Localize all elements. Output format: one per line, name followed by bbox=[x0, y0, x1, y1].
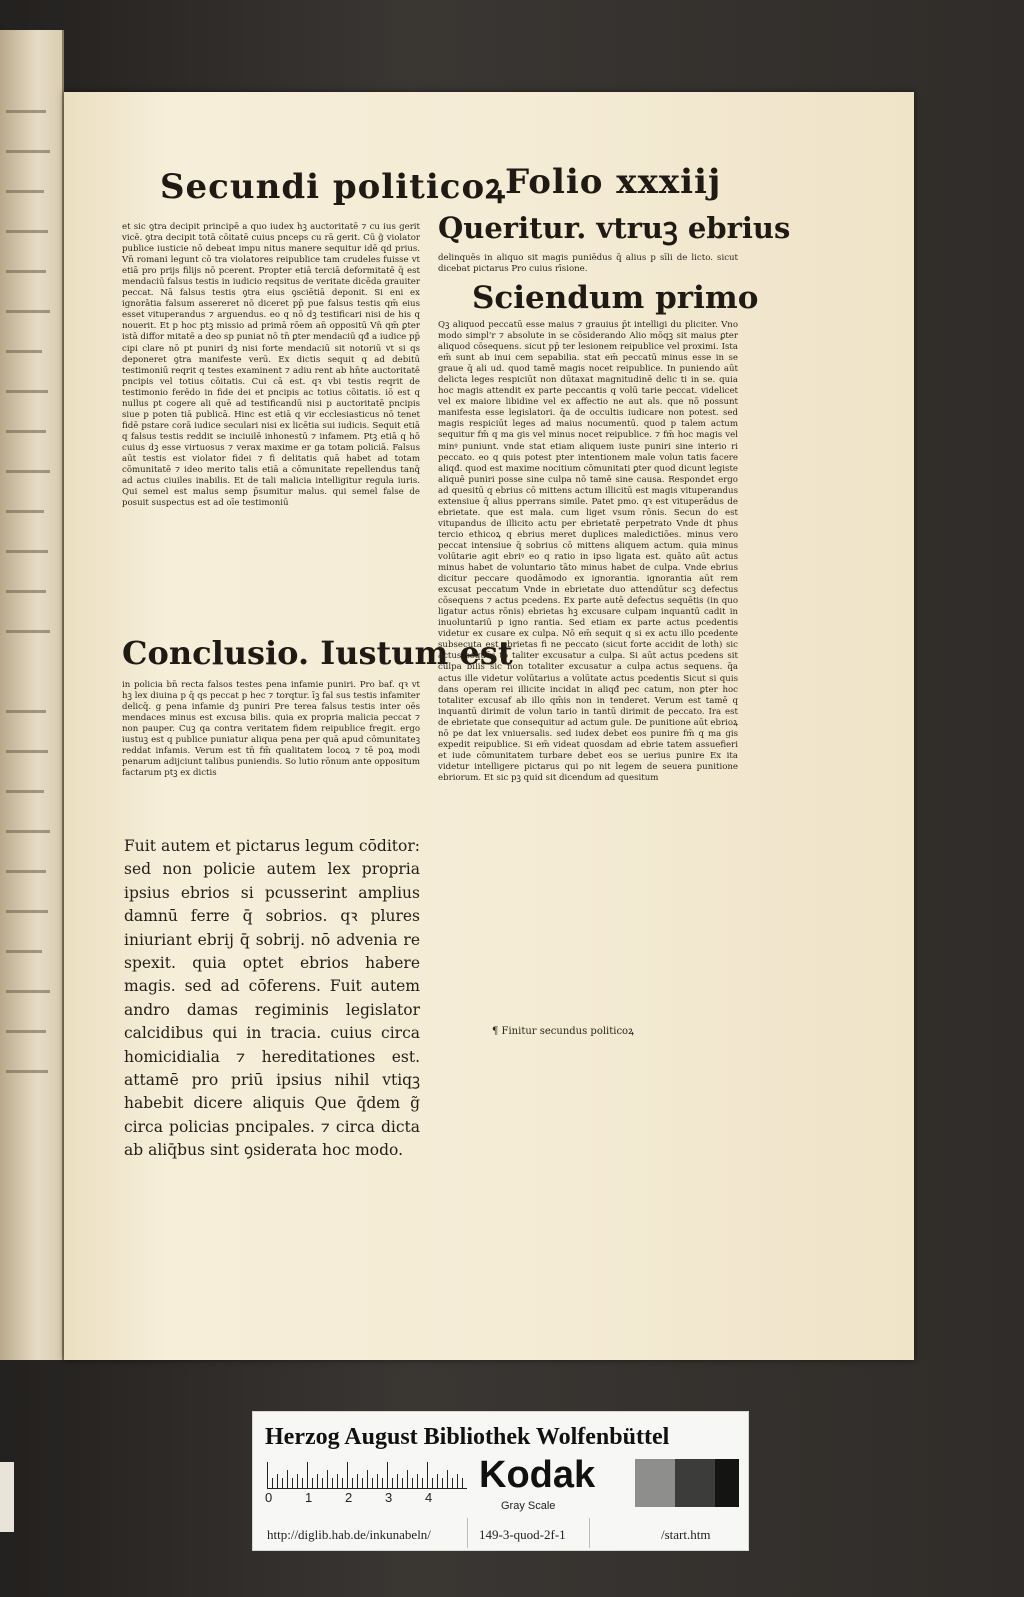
shelfmark: 149-3-quod-2f-1 bbox=[479, 1527, 566, 1542]
source-url: http://diglib.hab.de/inkunabeln/ bbox=[267, 1527, 431, 1542]
divider bbox=[467, 1518, 468, 1548]
sciendum-heading: Sciendum primo bbox=[472, 280, 759, 316]
colophon: ¶ Finitur secundus politicoꝝ bbox=[492, 1026, 634, 1037]
start-path: /start.htm bbox=[661, 1527, 711, 1542]
ruler-number: 1 bbox=[305, 1490, 313, 1505]
running-head-left: Secundi politicoꝝ bbox=[160, 167, 506, 207]
left-paragraph-3: Fuit autem et pictarus legum cōditor: sed non policie autem lex propria ipsius ebrios si pcusserint amplius damnū ferre q̄ sobrios. qꝛ plures iniuriant ebrij q̄ sobrij. nō advenia re spexit. quia optet ebrios habere magis. sed ad cōferens. Fuit autem andro damas regiminis legislator calcidibus qui in tracia. cuius circa homicidialia ⁊ hereditationes est. attamē pro priū ipsius nihil vtiqꝫ habebit dicere aliquis Que q̄dem g̃ circa policias pncipales. ⁊ circa dicta ab aliq̄bus sint ꝯsiderata hoc modo. bbox=[124, 837, 420, 1160]
ruler-number: 3 bbox=[385, 1490, 393, 1505]
queritur-heading: Queritur. vtruꝫ ebrius bbox=[438, 211, 791, 245]
ruler-number: 4 bbox=[425, 1490, 433, 1505]
library-label-card bbox=[252, 1411, 749, 1551]
archive-tab bbox=[0, 1462, 14, 1532]
gray-scale-label: Gray Scale bbox=[501, 1500, 556, 1512]
gray-swatch-mid bbox=[675, 1459, 715, 1507]
scale-ruler bbox=[267, 1462, 467, 1489]
gray-swatch-dark bbox=[715, 1459, 739, 1507]
kodak-logo: Kodak bbox=[479, 1454, 596, 1496]
divider bbox=[589, 1518, 590, 1548]
left-paragraph-1: et sic ꝯtra decipit principē a quo iudex hꝫ auctoritatē ⁊ cu ius gerit vicē. ꝯtra decipit totā cōitatē cuius pnceps cu rā gerit. Cū g̃ violator publice iusticie nō debeat impu nitus manere sequitur idē qd prius. Vn̄ romani legunt cō tra violatores reipublice tam crudeles fuisse vt etiā pro prijs filijs nō pcerent. Propter etiā terciā deformitatē q̄ est mendaciū falsus testis in iudicio reqsitus de veritate dicēda grauiter peccat. Nā falsus testis ꝯtra eius ꝯsciētiā deponit. Si eni ex ignorātia falsum assereret nō diceret pp̄ pue falsus testis qm̄ eius esset vituperandus ⁊ arguendus. eo q nō dꝫ testificari nisi de his q nouerit. Et p hoc ptꝫ missio ad primā rōem an̄ oppositū Vn̄ qm̄ ꝑter istā diffor mitatē a deo sp puniat nō tn̄ ꝑter mendaciū qđ a iudice pp̄ cipi clare nō pt puniri dꝫ nisi forte mendaciū sit notoriū vt si qs deponeret ꝯtra manifeste verū. Ex dictis sequit q ad debitū testimoniū reqrit q testes examinent ⁊ adiu rent ab hn̄te auctoritatē pncipis vel totius cōitatis. Cui cā est. qꝛ vbi testis reqrit de testimonio ferēdo in fide dei et pncipis ac totius cōitatis. iō est q nullus pt cogere ali quē ad testificandū nisi p auctoritatē pncipis siue p poten tiā publicā. Hinc est etiā q vir ecclesiasticus nō tenet fidē pstare corā iudice seculari nisi ex licētia sui iudicis. Sequit etiā q falsus testis reddit se inciuilē inhonestū ⁊ infamem. Ptꝫ etiā q hō cuius dꝫ esse virtuosus ⁊ verax maxime er ga totam policiā. Falsus aūt testis est violator fidei ⁊ fi delitatis quā habet ad totam cōmunitatē ⁊ ideo merito talis etiā a cōmunitate repellendus tanq̄ ad actus ciuiles inabilis. Et de tali malicia intelligitur regula iuris. Qui semel est malus semp p̄sumitur malus. qui semel false de posuit suspectus est ad oīe testimoniū bbox=[122, 222, 421, 509]
queritur-text: delinquēs in aliquo sit magis puniēdus q̄ alius p sīli de licto. sicut dicebat pictarus Pro cuius rīsione. bbox=[438, 253, 738, 275]
conclusio-heading: Conclusio. Iustum est bbox=[122, 634, 513, 672]
gray-swatch-light bbox=[635, 1459, 675, 1507]
ruler-number: 0 bbox=[265, 1490, 273, 1505]
left-paragraph-2: in policia bn̄ recta falsos testes pena infamie puniri. Pro baf. qꝛ vt hꝫ lex diuina p q̄ qs peccat p hec ⁊ torqtur. īꝫ fal sus testis infamiter delicq̄. g pena infamie dꝫ puniri Pre terea falsus testis inter oēs mendaces minus est excusa bilis. quia ex propria malicia peccat ⁊ non pauper. Cuꝫ qa contra veritatem fidem reipublice fregit. ergo iustuꝫ est q publice puniatur aliqua pena per quā apud cōmunitateꝫ reddat infamis. Verum est tn̄ fm̄ qualitatem locoꝝ ⁊ tē poꝝ modi penarum adijciunt talibus puniendis. So lutio rōnum ante oppositum factarum ptꝫ ex dictis bbox=[122, 680, 420, 779]
right-paragraph-1: Qꝫ aliquod peccatū esse maius ⁊ grauius p̄t intelligi du pliciter. Vno modo simpl'r ⁊ absolute in se cōsiderando Alio mōqꝫ sit maius ꝑter aliquod cōsequens. sicut pp̄ ter lesionem reipublice vel proximi. Ista em̄ sunt ab inui cem sepabilia. stat em̄ peccatū minus esse in se graue q̄ ali ud. quod tamē magis nocet reipublice. In puniendo aūt delicta leges respiciūt non dūtaxat magnitudinē delic ti in se. quia hoc magis attendit ex parte peccantis q volū tarie peccat. videlicet vel ex maiore libidine vel ex affectio ne aut als. que nō possunt manifesta esse legislatori. q̄a de occultis iudicare non potest. sed magis respiciūt leges ad maius nocumentū. quod p talem actum sequitur fm̄ q ma gis vel minus nocet reipublice. ⁊ fm̄ hoc magis vel minꝰ puniunt. vnde stat etiam aliquem iuste puniri sine interio ri peccato. eo q quis potest pter intentionem male volun tatis facere aliqđ. quod est maxime nocitium cōmunitati ꝑter quod dicunt legiste aliquē puniri posse sine culpa nō tamē sine causa. Respondet ergo ad quesitū q ebrius cō mittens actum illicitū est magis vituperandus extensiue q̄ alius pperrans simile. Patet pmo. qꝛ est vituperādus de ebrietate. que est mala. cum liget vsum rōnis. Secun do est vitupandus de illicito actu per ebrietatē perpetrato Vnde dt phus tercio ethicoꝝ q ebrius meret duplices maledictiōes. minus vero peccat intensiue q̄ sobrius cō mittens aliquem actum. quia minus volūtarie agit ebriꝰ eo q ratio in ipso ligata est. quāto aūt actus minus habet de voluntario tāto minus habet de culpa. Vnde ebrius dicitur peccare quodāmodo ex ignorantia. ignorantia aūt rem excusat peccatum Vnde in ebrietate duo attendūtur scꝫ defectus cōsequens ⁊ actus pcedens. Ex parte autē defectus sequētis (in quo ligatur actus rōnis) ebrietas hꝫ excusare culpam inquantū cadit in inuoluntariū p igno rantia. Sed etiam ex parte actus pcedentis videtur ex cusare ex culpa. Nō em̄ sequit q si ex actu illo pcedente subsecuta est ebrietas fi ne peccato (sicut forte accidit de loth) sic actus sequēs to taliter excusatur a culpa. Si aūt actus pcedens sit culpa bilis sic non totaliter excusatur a culpa actus sequens. q̄a actus ille videtur volūtarius a volūtate actus pcedentis Sicut si quis dans operam rei illicite incidat in aliqđ pec catum, non ꝑter hoc totaliter excusaf ab illo qm̄is non in tenderet. Verum est tamē q inquantū dirimit de volun tario in tantū dirimit de peccato. Ira est de ebrietate que consequitur ad actum gule. De punitione aūt ebrioꝝ nō pe dat lex vniuersalis. sed iudex debet eos punire fm̄ q ma gis expedit reipublice. Si em̄ videat quosdam ad ebrie tatem assuefieri et iude cōmunitatem turbare debet eos se uerius punire Ex ita videtur intelligere pictarus qui po nit legem de seuera punitione ebriorum. Et sic pꝫ quid sit dicendum ad quesitum bbox=[438, 320, 738, 783]
library-name: Herzog August Bibliothek Wolfenbüttel bbox=[265, 1424, 670, 1450]
running-head-folio: Folio xxxiij bbox=[505, 162, 722, 202]
ruler-number: 2 bbox=[345, 1490, 353, 1505]
adjacent-page-fragment bbox=[0, 30, 64, 1360]
ruler-numbers bbox=[265, 1490, 475, 1506]
